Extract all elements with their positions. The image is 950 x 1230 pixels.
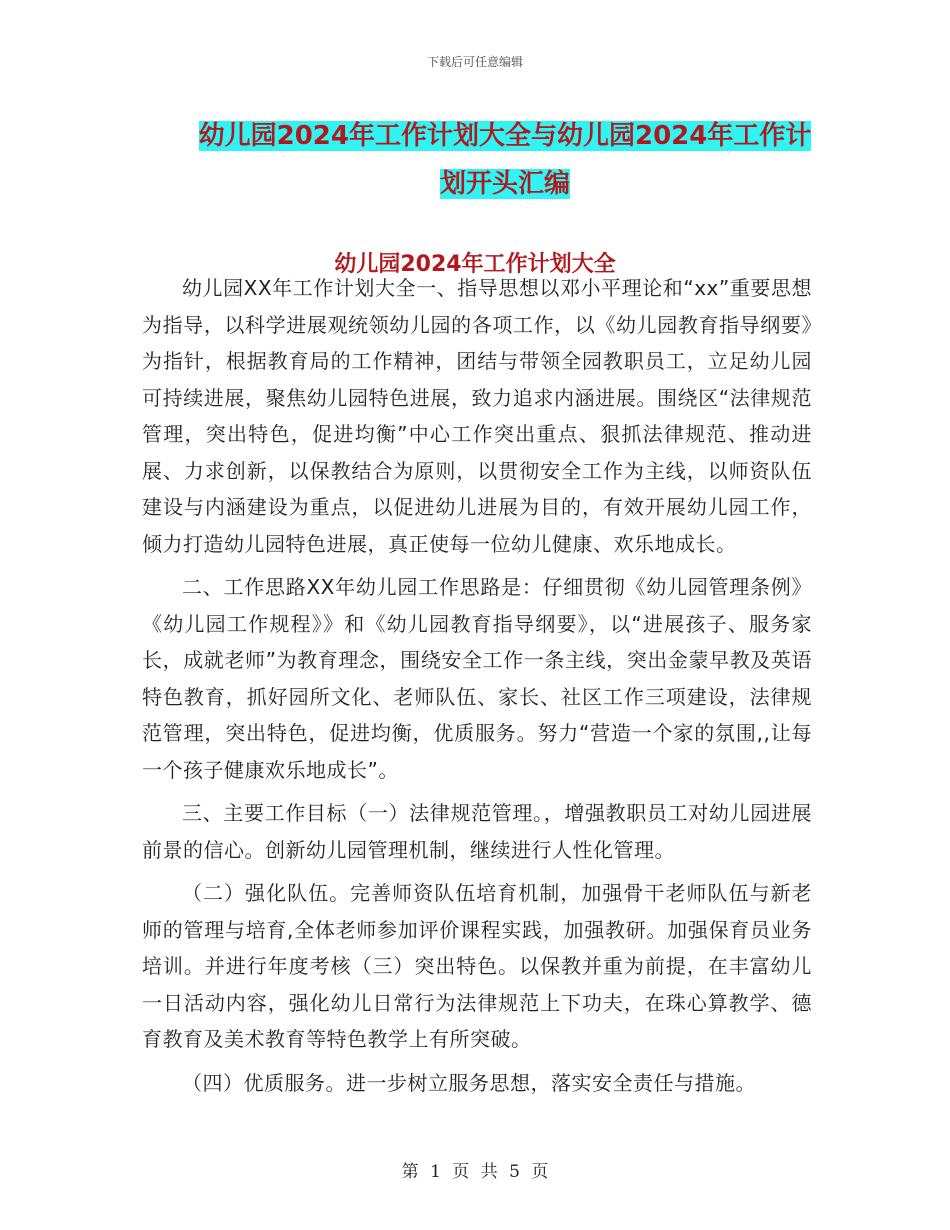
paragraph: （二）强化队伍。完善师资队伍培育机制，加强骨干老师队伍与新老师的管理与培育,全体老师参加评价课程实践，加强教研。加强保育员业务培训。并进行年度考核（三）突出特色。以保教并重为前提，在丰富幼儿一日活动内容，强化幼儿日常行为法律规范上下功夫，在珠心算教学、德育教育及美术教育等特色教学上有所突破。 [142, 881, 812, 1051]
main-title-line1: 幼儿园2024年工作计划大全与幼儿园2024年工作计 [198, 121, 812, 151]
main-title [195, 112, 815, 208]
page-footer: 第 1 页 共 5 页 [401, 1162, 549, 1182]
main-title-line2: 划开头汇编 [439, 169, 570, 199]
header-note: 下载后可任意编辑 [426, 55, 523, 69]
section-title: 幼儿园2024年工作计划大全 [334, 252, 616, 277]
paragraph: 三、主要工作目标（一）法律规范管理。，增强教职员工对幼儿园进展前景的信心。创新幼儿园管理机制，继续进行人性化管理。 [142, 801, 812, 862]
paragraph: （四）优质服务。进一步树立服务思想，落实安全责任与措施。 [182, 1070, 756, 1095]
paragraph: 幼儿园XX年工作计划大全一、指导思想以邓小平理论和“xx”重要思想为指导，以科学进展观统领幼儿园的各项工作，以《幼儿园教育指导纲要》为指针，根据教育局的工作精神，团结与带领全园教职员工，立足幼儿园可持续进展，聚焦幼儿园特色进展，致力追求内涵进展。围绕区“法律规范管理，突出特色，促进均衡”中心工作突出重点、狠抓法律规范、推动进展、力求创新，以保教结合为原则，以贯彻安全工作为主线，以师资队伍建设与内涵建设为重点，以促进幼儿进展为目的，有效开展幼儿园工作，倾力打造幼儿园特色进展，真正使每一位幼儿健康、欢乐地成长。 [142, 276, 812, 556]
body-text [142, 270, 812, 1108]
paragraph: 二、工作思路XX年幼儿园工作思路是：仔细贯彻《幼儿园管理条例》《幼儿园工作规程》》和《幼儿园教育指导纲要》，以“进展孩子、服务家长，成就老师”为教育理念，围绕安全工作一条主线，突出金蒙早教及英语特色教育，抓好园所文化、老师队伍、家长、社区工作三项建设，法律规范管理，突出特色，促进均衡，优质服务。努力“营造一个家的氛围,,让每一个孩子健康欢乐地成长”。 [142, 575, 812, 782]
